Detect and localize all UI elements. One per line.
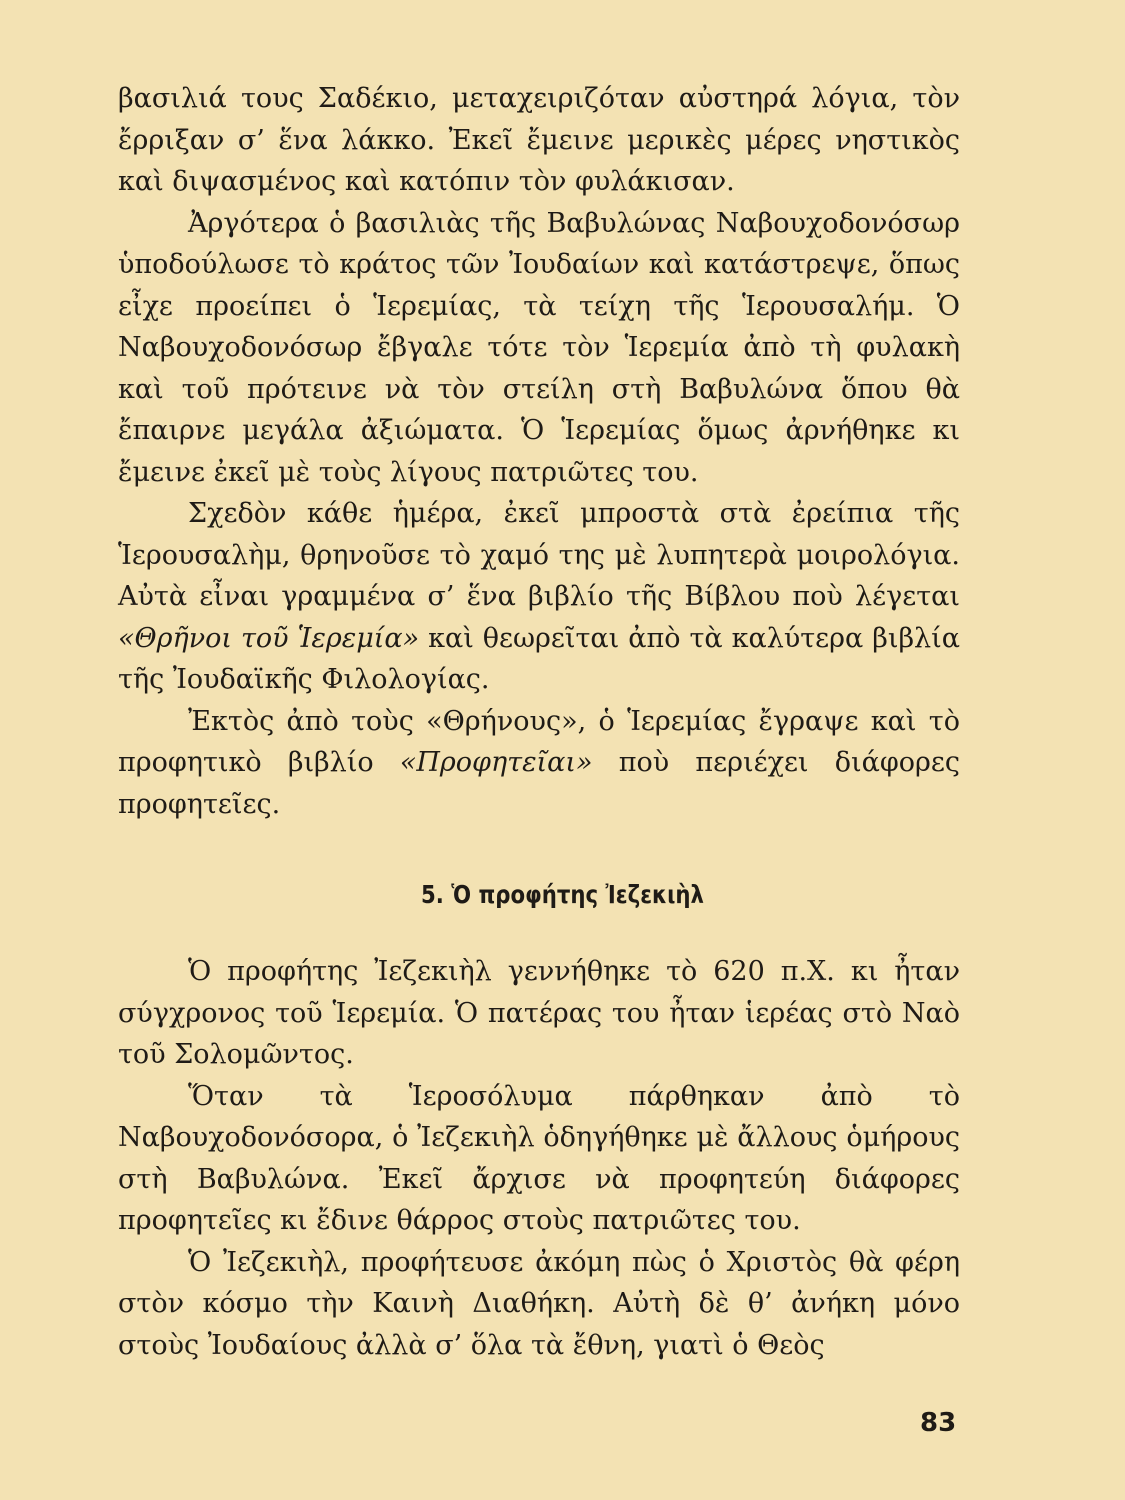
paragraph: Ὁ προφήτης Ἰεζεκιὴλ γεννήθηκε τὸ 620 π.Χ. κι ἦταν σύγχρονος τοῦ Ἱερεμία. Ὁ πατέρας του ἦταν ἱερέας στὸ Ναὸ τοῦ Σολομῶντος. [118,956,960,1070]
paragraph-text: Ἐκτὸς ἀπὸ τοὺς «Θρήνους», ὁ Ἱερεμίας ἔγραψε καὶ τὸ προφητικὸ βιβλίο [118,705,960,778]
text-block-bottom [118,951,960,1366]
page-number: 83 [920,1408,957,1438]
section-heading: 5. Ὁ προφήτης Ἰεζεκιὴλ [421,880,704,909]
paragraph: Ὅταν τὰ Ἱεροσόλυμα πάρθηκαν ἀπὸ τὸ Ναβουχοδονόσορα, ὁ Ἰεζεκιὴλ ὁδηγήθηκε μὲ ἄλλους ὁμήρους στὴ Βαβυλώνα. Ἐκεῖ ἄρχισε νὰ προφητεύη διάφορες προφητεῖες κι ἔδινε θάρρος στοὺς πατριῶτες του. [118,1080,960,1236]
paragraph-text: Σχεδὸν κάθε ἡμέρα, ἐκεῖ μπροστὰ στὰ ἐρείπια τῆς Ἱερουσαλὴμ, θρηνοῦσε τὸ χαμό της μὲ λυπητερὰ μοιρολόγια. Αὐτὰ εἶναι γραμμένα σ’ ἕνα βιβλίο τῆς Βίβλου ποὺ λέγεται [118,498,960,612]
paragraph [118,701,960,826]
paragraph: βασιλιά τους Σαδέκιο, μεταχειριζόταν αὐστηρά λόγια, τὸν ἔρριξαν σ’ ἕνα λάκκο. Ἐκεῖ ἔμεινε μερικὲς μέρες νηστικὸς καὶ διψασμένος καὶ κατόπιν τὸν φυλάκισαν. [118,83,960,197]
book-title-threnoi: «Θρῆνοι τοῦ Ἱερεμία» [118,622,420,654]
paragraph: Ἀργότερα ὁ βασιλιὰς τῆς Βαβυλώνας Ναβουχοδονόσωρ ὑποδούλωσε τὸ κράτος τῶν Ἰουδαίων καὶ κατάστρεψε, ὅπως εἶχε προείπει ὁ Ἱερεμίας, τὰ τείχη τῆς Ἱερουσαλήμ. Ὁ Ναβουχοδονόσωρ ἔβγαλε τότε τὸν Ἱερεμία ἀπὸ τὴ φυλακὴ καὶ τοῦ πρότεινε νὰ τὸν στείλη στὴ Βαβυλώνα ὅπου θὰ ἔπαιρνε μεγάλα ἀξιώματα. Ὁ Ἱερεμίας ὅμως ἀρνήθηκε κι ἔμεινε ἐκεῖ μὲ τοὺς λίγους πατριῶτες του. [118,207,960,488]
paragraph: Ὁ Ἰεζεκιὴλ, προφήτευσε ἀκόμη πὼς ὁ Χριστὸς θὰ φέρη στὸν κόσμο τὴν Καινὴ Διαθήκη. Αὐτὴ δὲ θ’ ἀνήκη μόνο στοὺς Ἰουδαίους ἀλλὰ σ’ ὅλα τὰ ἔθνη, γιατὶ ὁ Θεὸς [118,1246,960,1361]
paragraph-text: ποὺ περιέχει διάφορες προφητεῖες. [118,747,960,820]
text-block-top [118,78,960,825]
paragraph [118,493,960,701]
book-title-profiteiai: «Προφητεῖαι» [399,747,593,778]
paragraph-text: καὶ θεωρεῖται ἀπὸ τὰ καλύτερα βιβλία τῆς Ἰουδαϊκῆς Φιλολογίας. [118,622,960,695]
